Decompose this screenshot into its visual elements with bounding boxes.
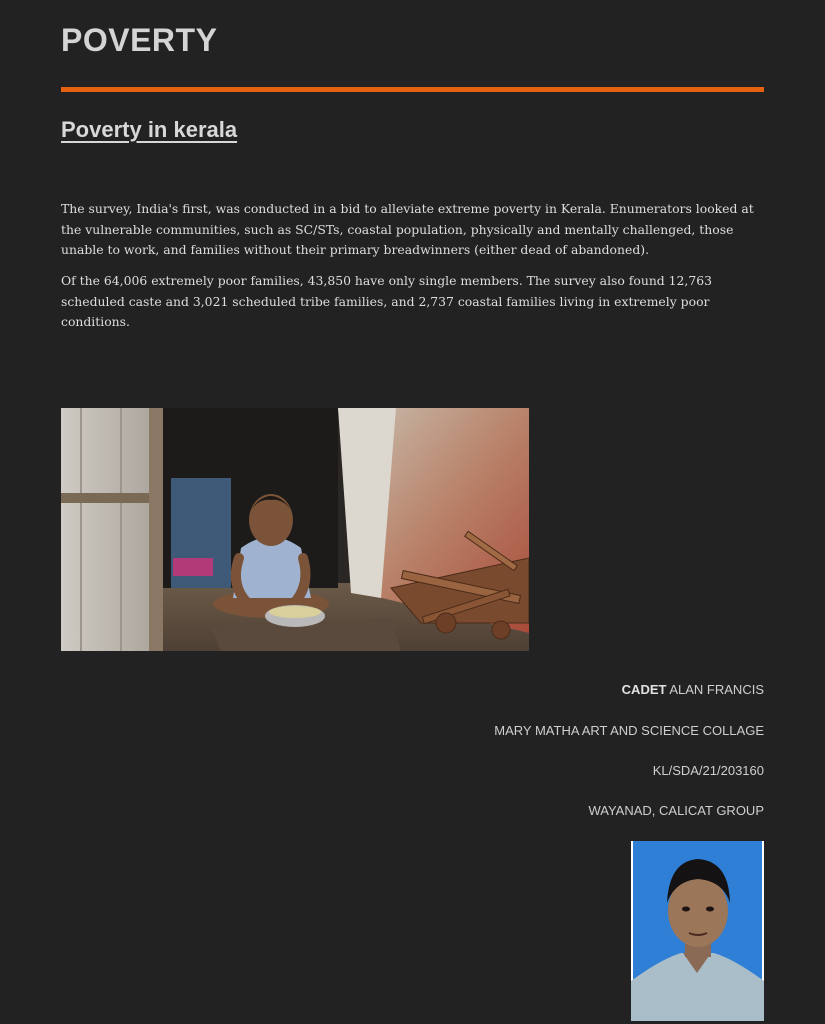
group-name: WAYANAD, CALICAT GROUP (588, 803, 764, 818)
cadet-portrait-photo (631, 841, 764, 1021)
cadet-name-line (622, 682, 764, 697)
title-divider (61, 87, 764, 92)
cadet-rank: CADET (621, 682, 667, 697)
section-heading: Poverty in kerala (61, 117, 238, 142)
paragraph-statistics: Of the 64,006 extremely poor families, 43,850 have only single members. The survey also found 12,763 scheduled caste and 3,021 scheduled tribe families, and 2,737 coastal families living in extremely poor conditions. (61, 273, 713, 329)
cadet-name: ALAN FRANCIS (669, 682, 764, 697)
paragraph-survey: The survey, India's first, was conducted in a bid to alleviate extreme poverty in Kerala. Enumerators looked at the vulnerable communities, such as SC/STs, coastal population, physically and mentally challenged, those unable to work, and families without their primary breadwinners (either dead of abandoned). (61, 201, 754, 257)
institution-name: MARY MATHA ART AND SCIENCE COLLAGE (494, 723, 764, 738)
page-title: POVERTY (61, 22, 218, 58)
child-eating-photo (61, 408, 529, 651)
regimental-number: KL/SDA/21/203160 (652, 763, 764, 778)
